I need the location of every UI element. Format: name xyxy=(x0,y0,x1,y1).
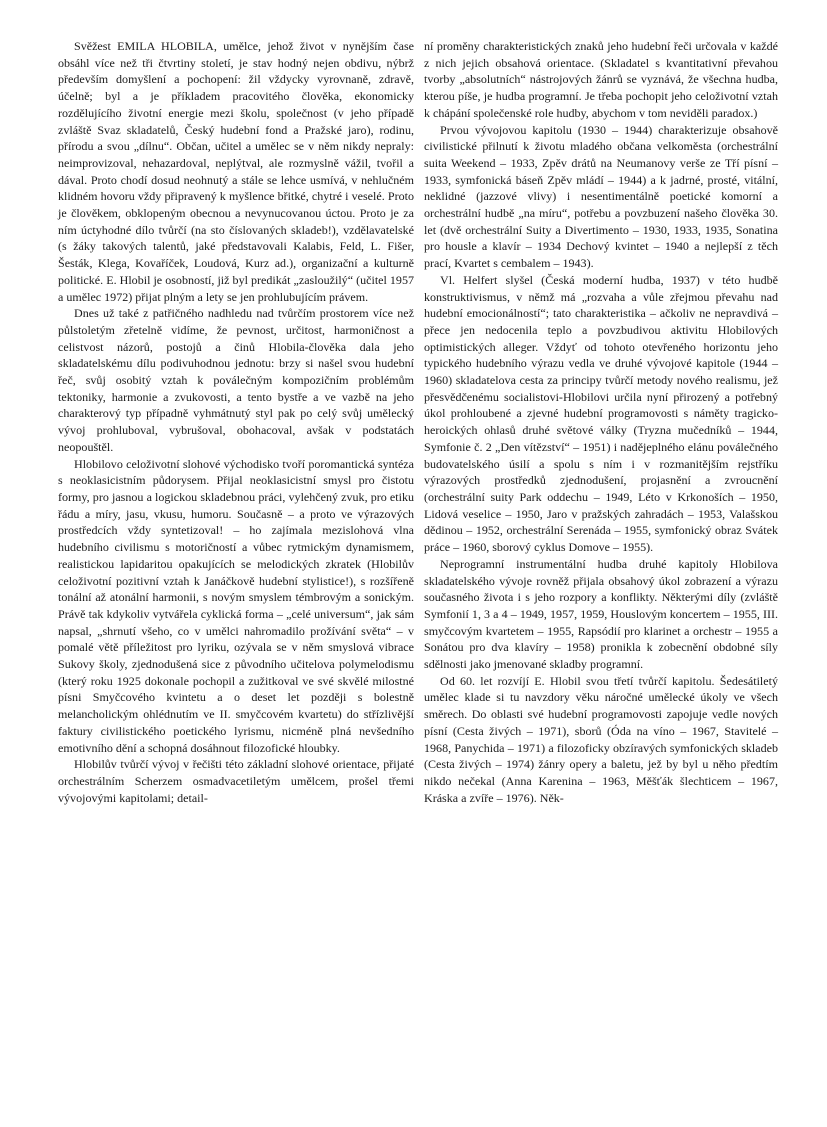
paragraph: Hlobilův tvůrčí vývoj v řečišti této základní slohové orientace, přijaté orchestrálním Scherzem osmadvacetiletým umělcem, prošel třemi vývojovými kapitolami; detail- xyxy=(58,757,414,805)
paragraph: Od 60. let rozvíjí E. Hlobil svou třetí tvůrčí kapitolu. Šedesátiletý umělec klade si tu navzdory věku náročné umělecké úkoly ve všech směrech. Do oblasti své hudební programovosti zapojuje vedle nových písní (Cesta živých – 1971), sborů (Óda na víno – 1967, Stavitelé – 1968, Panychida – 1971) a filozoficky obzíravých symfonických skladeb (Cesta živých – 1974) žánry opery a baletu, jež by byl u něho předtím nikdo nečekal (Anna Karenina – 1963, Měšťák šlechticem – 1967, Kráska a zvíře – 1976). Něk- xyxy=(424,673,778,805)
right-text-column xyxy=(424,38,778,806)
paragraph: Hlobilovo celoživotní slohové východisko tvoří poromantická syntéza s neoklasicistním půdorysem. Přijal neoklasicistní smysl pro čistotu formy, pro jasnou a logickou skladebnou práci, vylehčený zvuk, pro etiku řádu a míry, jasu, vkusu, humoru. Současně – a proto ve výrazových prostředcích vždy syntetizoval! – ho zajímala mezislohová vlna hudebního civilismu s motoričností a vůbec rytmickým dynamismem, realistickou lapidaritou opakujících se melodických zkratek (Hlobilův celoživotní pozitivní vztah k Janáčkově hudební stylistice!), s rozšířeně tonální až atonální harmonii, s novým smyslem témbrovým a sonickým. Právě tak kdykoliv vytvářela cyklická forma – „celé universum“, jak sám napsal, „shrnutí všeho, co v umělci nahromadilo prožívání světa“ – v pomalé větě příležitost pro lyriku, ozývala se v něm smyslová vibrace Sukovy školy, zjednodušená sice z původního učitelova polymelodismu (který roku 1925 dokonale pochopil a zužitkoval ve své skvělé milostné písni Smyčcového kvintetu a o deset let později s bolestně melancholickým ohlédnutím ve II. smyčcovém kvartetu) do střízlivější faktury civilistického poetického lyrismu, nicméně plná nevšedního emotivního dění a schopná dosáhnout filozofické hloubky. xyxy=(58,456,414,755)
paragraph: Prvou vývojovou kapitolu (1930 – 1944) charakterizuje obsahově civilistické přilnutí k životu mladého občana velkoměsta (orchestrální suita Weekend – 1933, Zpěv drátů na Neumanovy verše ze Tří písní – 1933, symfonická báseň Zpěv mládí – 1944) a k jadrné, prosté, vitální, neklidné (jazzové vlivy) i nesentimentálně poetické komorní a orchestrální hudbě „na míru“, potřebu a povzbuzení našeho člověka 30. let (dvě orchestrální Suity a Divertimento – 1930, 1933, 1935, Sonatina pro housle a klavír – 1934 Dechový kvintet – 1940 a nejlepší z těch prací, Kvartet s cembalem – 1943). xyxy=(424,122,778,271)
left-text-column xyxy=(58,38,414,806)
paragraph: Vl. Helfert slyšel (Česká moderní hudba, 1937) v této hudbě konstruktivismus, v němž má „rozvaha a vůle zřejmou převahu nad hudební emocionálností“; tato charakteristika – ačkoliv ne nepravdivá – přece jen nedocenila teplo a povzbudivou aktivitu Hlobilových optimistických alleger. Vždyť od tohoto otevřeného horizontu jeho typického hudebního výrazu vedla ve druhé vývojové kapitole (1944 – 1960) skladatelova cesta za principy tvůrčí metody nového realismu, jež přesvědčenému socialistovi-Hlobilovi určila nyní přirozený a potřebný úkol prohloubené a zjevné hudební programovosti s náměty tragicko-heroických ohlasů druhé světové války (Tryzna mučedníků – 1944, Symfonie č. 2 „Den vítězství“ – 1951) i nadějeplného elánu poválečného budovatelského úsilí a spolu s ním i v rozmanitějším rejstříku výrazových prostředků zjednodušení, projasnění a zvroucnění (orchestrální suity Park oddechu – 1949, Léto v Krkonoších – 1950, Lidová veselice – 1950, Jaro v pražských zahradách – 1953, Valašskou dědinou – 1952, orchestrální Serenáda – 1955, symfonický obraz Svátek práce – 1960, sborový cyklus Domove – 1955). xyxy=(424,272,778,555)
paragraph: Svěžest EMILA HLOBILA, umělce, jehož život v nynějším čase obsáhl více než tři čtvrtiny století, je stav hodný nejen obdivu, nýbrž především domyšlení a pochopení: žil vždycky vyrovnaně, zdravě, účelně; byl a je příkladem pracovitého člověka, ekonomicky rozdělujícího životní energie mezi školu, společnost (v jeho případě zvláště Svaz skladatelů, Český hudební fond a Pražské jaro), rodinu, přírodu a svou „dílnu“. Občan, učitel a umělec se v něm nikdy nepraly: neimprovizoval, nehazardoval, neplýtval, ale rozmyslně vážil, tvořil a dával. Proto chodí dosud neohnutý a stále se lehce usmívá, v nehlučném klidném hovoru vždy připravený k myšlence břitké, chytré i veselé. Proto je člověkem, obklopeným obecnou a nevynucovanou úctou. Proto je za ním úctyhodné dílo tvůrčí (na sto číslovaných skladeb!), vzdělavatelské (s žáky takových talentů, jaké představovali Kalabis, Feld, L. Fišer, Šesták, Klega, Kovaříček, Loudová, Kurz ad.), organizační a kulturně politické. E. Hlobil je osobností, již byl predikát „zasloužilý“ (učitel 1957 a umělec 1972) přijat plným a lety se jen prohlubujícím právem. xyxy=(58,39,414,304)
paragraph: Dnes už také z patřičného nadhledu nad tvůrčím prostorem více než půlstoletým zřetelně vidíme, že pevnost, určitost, harmoničnost a celistvost názorů, postojů a činů Hlobila-člověka dala jeho skladatelskému dílu podivuhodnou jednotu: brzy si našel svou hudební řeč, svůj osobitý vztah k poválečným kompozičním problémům tektoniky, harmonie a zvukovosti, a tento bystře a ve vazbě na jeho charakterový typ případně vyhmátnutý styl pak po celý svůj umělecký vývoj prohluboval, vybrušoval, obohacoval, avšak v podstatách neopouštěl. xyxy=(58,306,414,454)
paragraph: Neprogramní instrumentální hudba druhé kapitoly Hlobilova skladatelského vývoje rovněž přijala obsahový úkol zobrazení a výrazu současného života i s jeho rozpory a konflikty. Některými díly (zvláště Symfonií 1, 3 a 4 – 1949, 1957, 1959, Houslovým koncertem – 1955, III. smyčcovým kvartetem – 1955, Rapsódií pro klarinet a orchestr – 1955 a Sonátou pro dva klavíry – 1958) pronikla k zobecnění obdobné síly sdělnosti jako jmenované skladby programní. xyxy=(424,556,778,672)
paragraph: ní proměny charakteristických znaků jeho hudební řeči určovala v každé z nich jejich obsahová orientace. (Skladatel s kvantitativní převahou tvorby „absolutních“ nástrojových žánrů se vyznává, že všechna hudba, kterou píše, je hudba programní. Je třeba pochopit jeho celoživotní vztah k chápání společenské role hudby, abychom v tom neviděli paradox.) xyxy=(424,39,778,120)
